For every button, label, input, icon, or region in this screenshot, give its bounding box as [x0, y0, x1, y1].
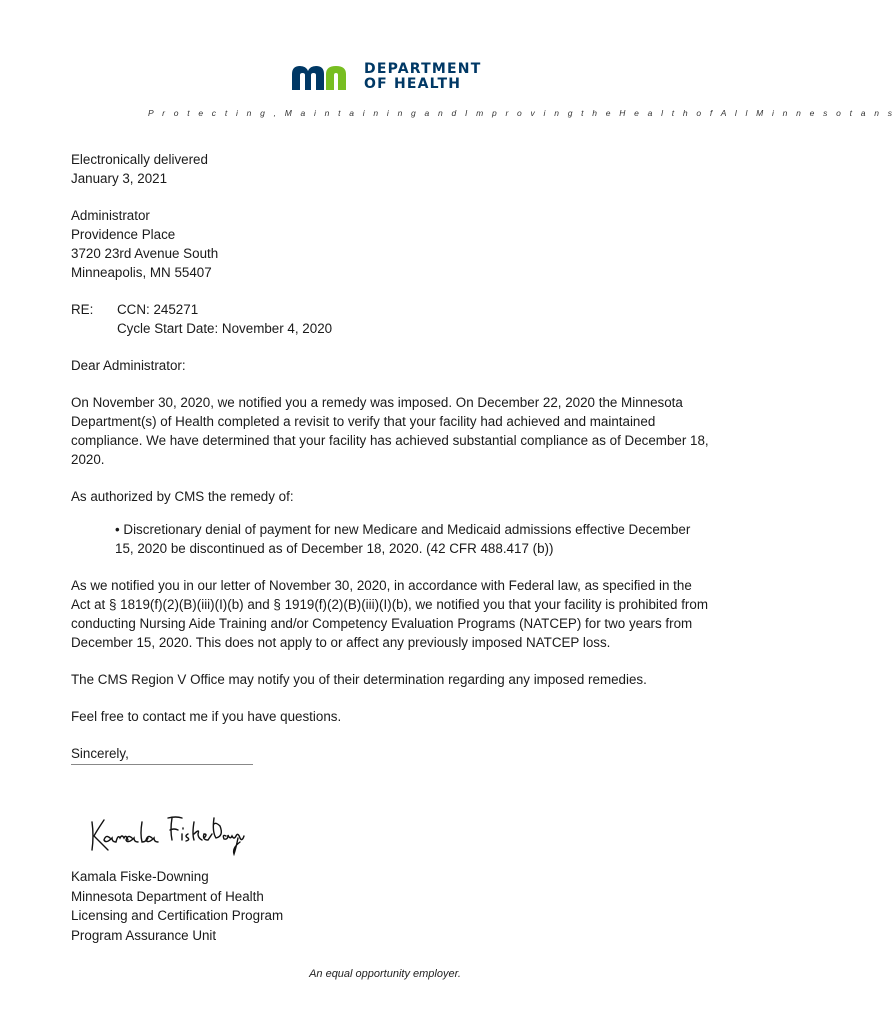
mn-logo-icon — [290, 62, 356, 92]
remedy-bullet: • Discretionary denial of payment for new Medicare and Medicaid admissions effective December 15, 2020 be discontinued as of December 18, 2020. (42 CFR 488.417 (b)) — [115, 522, 691, 556]
footer-note: An equal opportunity employer. — [309, 968, 461, 980]
handwritten-signature — [86, 808, 246, 858]
recipient-address — [71, 206, 711, 282]
tagline: P r o t e c t i n g , M a i n t a i n i n g a n d I m p r o v i n g t h e H e a l t h o f A l l M i n n e s o t a n s — [148, 108, 895, 118]
dept-line-2: OF HEALTH — [364, 76, 462, 92]
paragraph-1: On November 30, 2020, we notified you a remedy was imposed. On December 22, 2020 the Minnesota Department(s) of Health completed a revisit to verify that your facility had achieved and maintained compliance. We have determined that your facility has achieved substantial compliance as of December 18, 2020. — [71, 395, 709, 467]
re-label: RE: — [71, 302, 94, 317]
paragraph-2: As authorized by CMS the remedy of: — [71, 489, 294, 504]
closing: Sincerely, — [71, 744, 253, 765]
delivery-method: Electronically delivered — [71, 152, 208, 167]
ccn: CCN: 245271 — [117, 302, 199, 317]
signer-org: Minnesota Department of Health — [71, 888, 264, 904]
reference-block — [71, 300, 711, 338]
signer-program: Licensing and Certification Program — [71, 908, 284, 923]
salutation: Dear Administrator: — [71, 358, 186, 373]
department-name — [364, 62, 481, 92]
signer-block — [71, 867, 283, 945]
address-line: 3720 23rd Avenue South — [71, 246, 219, 261]
letter-body — [71, 150, 711, 783]
paragraph-3: As we notified you in our letter of November 30, 2020, in accordance with Federal law, as specified in the Act at § 1819(f)(2)(B)(iii)(I)(b) and § 1919(f)(2)(B)(iii)(I)(b), we notified you that your facility is prohibited from conducting Nursing Aide Training and/or Competency Evaluation Programs (NATCEP) for two years from December 15, 2020. This does not apply to or affect any previously imposed NATCEP loss. — [71, 578, 708, 650]
signer-name: Kamala Fiske-Downing — [71, 869, 209, 884]
mdh-logo — [290, 62, 481, 92]
address-line: Providence Place — [71, 227, 176, 242]
signer-unit: Program Assurance Unit — [71, 927, 217, 943]
letter-date: January 3, 2021 — [71, 171, 168, 186]
cycle-start-date: Cycle Start Date: November 4, 2020 — [117, 321, 333, 336]
address-line: Minneapolis, MN 55407 — [71, 265, 212, 280]
paragraph-5: Feel free to contact me if you have questions. — [71, 709, 342, 724]
address-line: Administrator — [71, 208, 150, 223]
paragraph-4: The CMS Region V Office may notify you of their determination regarding any imposed remedies. — [71, 672, 647, 687]
dept-line-1: DEPARTMENT — [364, 61, 482, 77]
